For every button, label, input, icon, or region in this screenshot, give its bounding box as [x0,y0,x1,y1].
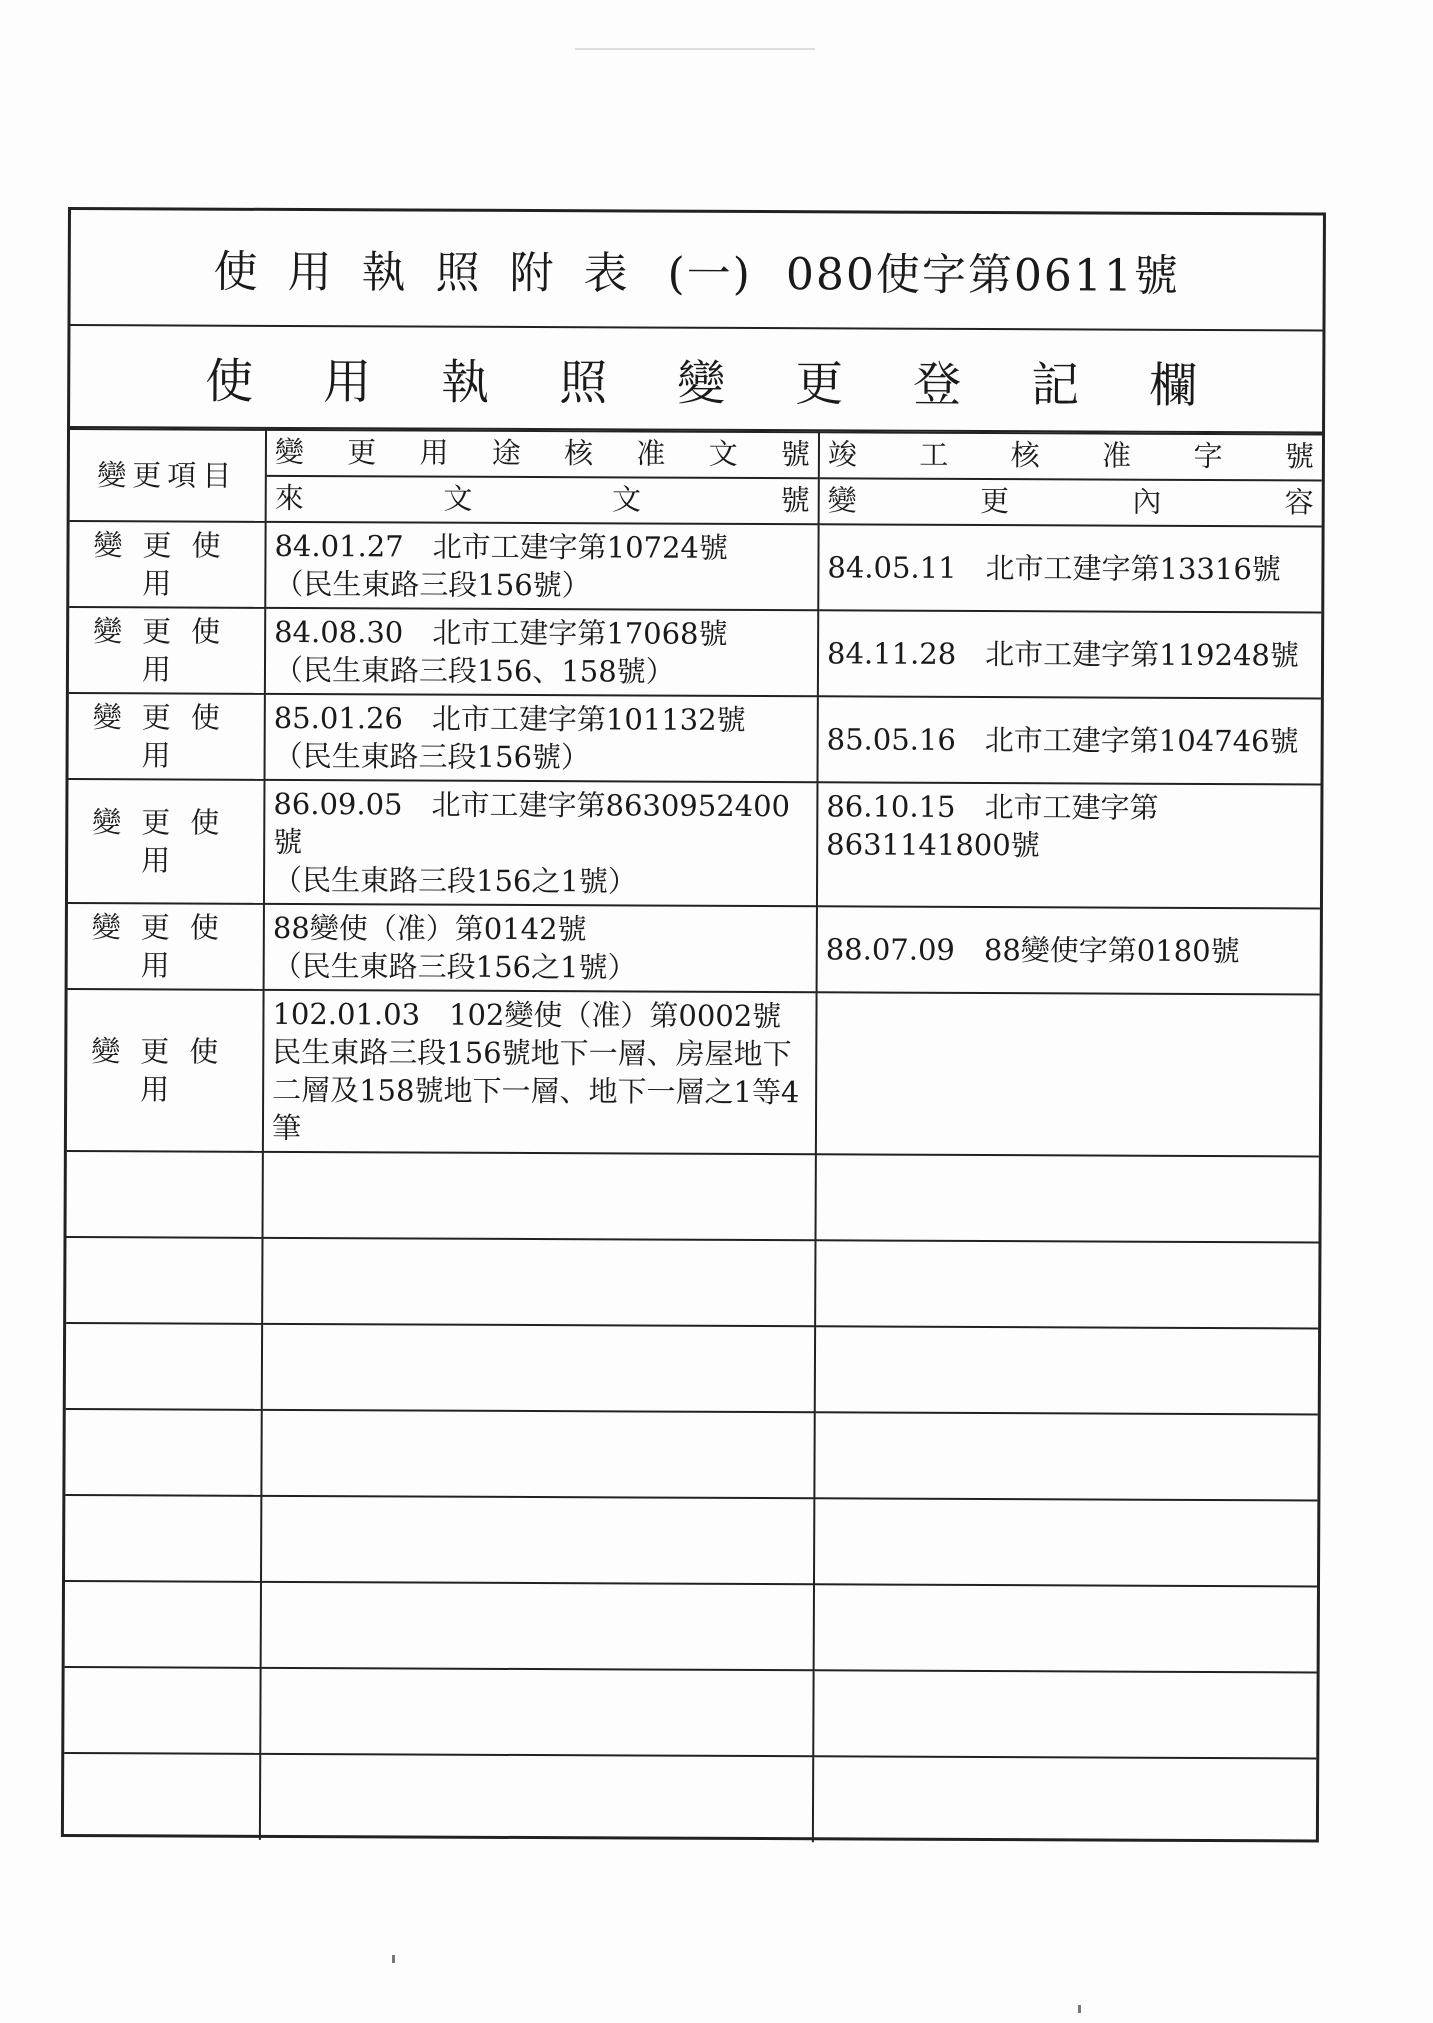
row-completion: 85.05.16 北市工建字第104746號 [817,696,1320,784]
page-title [70,210,1322,331]
row-item: 變更使用 [69,693,265,780]
header-char: 容 [1284,485,1314,520]
table-row [68,779,1321,908]
header-char: 變 [274,434,305,470]
empty-cell [815,1240,1318,1328]
table-row [67,989,1320,1156]
empty-cell [67,1151,263,1238]
header-char: 准 [636,436,666,471]
empty-cell [260,1668,813,1756]
section-subtitle [70,326,1322,433]
header-char: 竣 [827,437,858,472]
empty-cell [66,1323,262,1410]
table-row [69,521,1321,612]
header-char: 文 [708,436,738,471]
empty-cell [65,1409,261,1496]
approval-line1: 86.09.05 北市工建字第8630952400號 [273,786,791,860]
header-char: 文 [611,482,642,517]
change-register-table [64,428,1322,1844]
approval-line2: （民生東路三段156號） [274,566,591,603]
header-col3-top [820,433,1322,481]
row-item: 變更使用 [69,521,265,608]
empty-cell [815,1326,1318,1414]
empty-cell [261,1582,814,1670]
header-item: 變更項目 [70,429,266,522]
registration-sheet [61,207,1326,1842]
row-item: 變更使用 [67,989,264,1152]
row-item: 變更使用 [69,607,265,694]
table-row [69,693,1321,784]
header-col2-bottom [267,477,818,523]
subtitle-char: 執 [441,354,490,411]
scan-speck [1078,2005,1081,2013]
subtitle-char: 記 [1031,356,1080,413]
header-char: 號 [1284,439,1314,474]
row-completion [816,992,1320,1156]
approval-line2: （民生東路三段156、158號） [273,652,675,689]
empty-cell [813,1756,1316,1844]
table-row [68,903,1320,994]
scan-speck [392,1955,395,1963]
empty-row [64,1667,1316,1758]
subtitle-char: 變 [677,355,726,412]
empty-cell [66,1237,262,1324]
subtitle-char: 用 [323,353,372,410]
header-col3-bottom [820,479,1322,525]
approval-line1: 84.08.30 北市工建字第17068號 [274,614,728,651]
table-header-row [70,429,1322,526]
header-char: 核 [563,436,594,471]
header-char: 號 [780,437,810,472]
row-approval [264,904,817,992]
header-char: 准 [1102,438,1132,473]
row-approval [265,522,818,610]
row-completion: 88.07.09 88變使字第0180號 [817,906,1320,994]
empty-row [64,1753,1316,1844]
row-approval [265,608,818,696]
row-approval [264,780,818,906]
empty-cell [261,1496,814,1584]
empty-row [67,1151,1319,1242]
subtitle-char: 更 [795,355,844,412]
header-col2-top [267,431,818,479]
approval-line1: 85.01.26 北市工建字第101132號 [273,700,746,737]
empty-cell [261,1410,814,1498]
empty-cell [260,1754,813,1842]
row-approval [263,990,817,1154]
header-char: 變 [827,483,857,518]
header-char: 內 [1132,484,1162,519]
empty-row [66,1237,1318,1328]
empty-row [66,1323,1318,1414]
row-item: 變更使用 [68,903,264,990]
empty-cell [813,1670,1316,1758]
empty-cell [263,1152,816,1240]
row-completion: 86.10.15 北市工建字第8631141800號 [817,782,1321,908]
approval-line1: 102.01.03 102變使（准）第0002號 [272,996,782,1034]
empty-row [65,1581,1317,1672]
title-prefix: 使用執照附表 [213,246,658,300]
approval-line2: （民生東路三段156號） [273,738,591,775]
header-col3 [819,432,1322,526]
empty-cell [64,1753,260,1840]
empty-cell [815,1154,1318,1242]
scan-artifact-line [575,48,815,50]
row-approval [265,694,818,782]
header-char: 號 [780,483,810,518]
header-char: 更 [347,435,377,470]
row-item: 變更使用 [68,779,265,904]
subtitle-char: 照 [559,354,608,411]
approval-line2: （民生東路三段156之1號） [272,862,637,899]
approval-line1: 88變使（准）第0142號 [272,910,587,947]
empty-cell [814,1584,1317,1672]
empty-row [65,1409,1317,1500]
header-char: 字 [1193,438,1223,474]
approval-line2: 民生東路三段156號地下一層、房屋地下二層及158號地下一層、地下一層之1等4筆 [271,1034,800,1146]
approval-line1: 84.01.27 北市工建字第10724號 [274,528,728,565]
row-completion: 84.05.11 北市工建字第13316號 [818,524,1321,612]
empty-cell [65,1581,261,1668]
table-row [69,607,1321,698]
empty-cell [814,1412,1317,1500]
approval-line2: （民生東路三段156之1號） [272,948,637,985]
header-char: 核 [1010,438,1040,473]
title-number: 080使字第0611號 [785,249,1180,302]
empty-cell [64,1667,260,1754]
subtitle-char: 使 [205,353,254,410]
header-char: 來 [274,480,304,516]
header-col2 [266,430,819,524]
empty-cell [65,1495,261,1582]
header-char: 更 [979,483,1010,519]
empty-cell [814,1498,1317,1586]
title-paren: (一) [667,248,753,300]
header-char: 途 [491,435,521,470]
empty-cell [262,1238,815,1326]
empty-cell [262,1324,815,1412]
row-completion: 84.11.28 北市工建字第119248號 [818,610,1321,698]
subtitle-char: 欄 [1149,357,1198,414]
subtitle-char: 登 [913,356,962,413]
header-char: 文 [443,481,473,516]
header-char: 工 [919,437,949,472]
header-char: 用 [419,435,449,470]
empty-row [65,1495,1317,1586]
